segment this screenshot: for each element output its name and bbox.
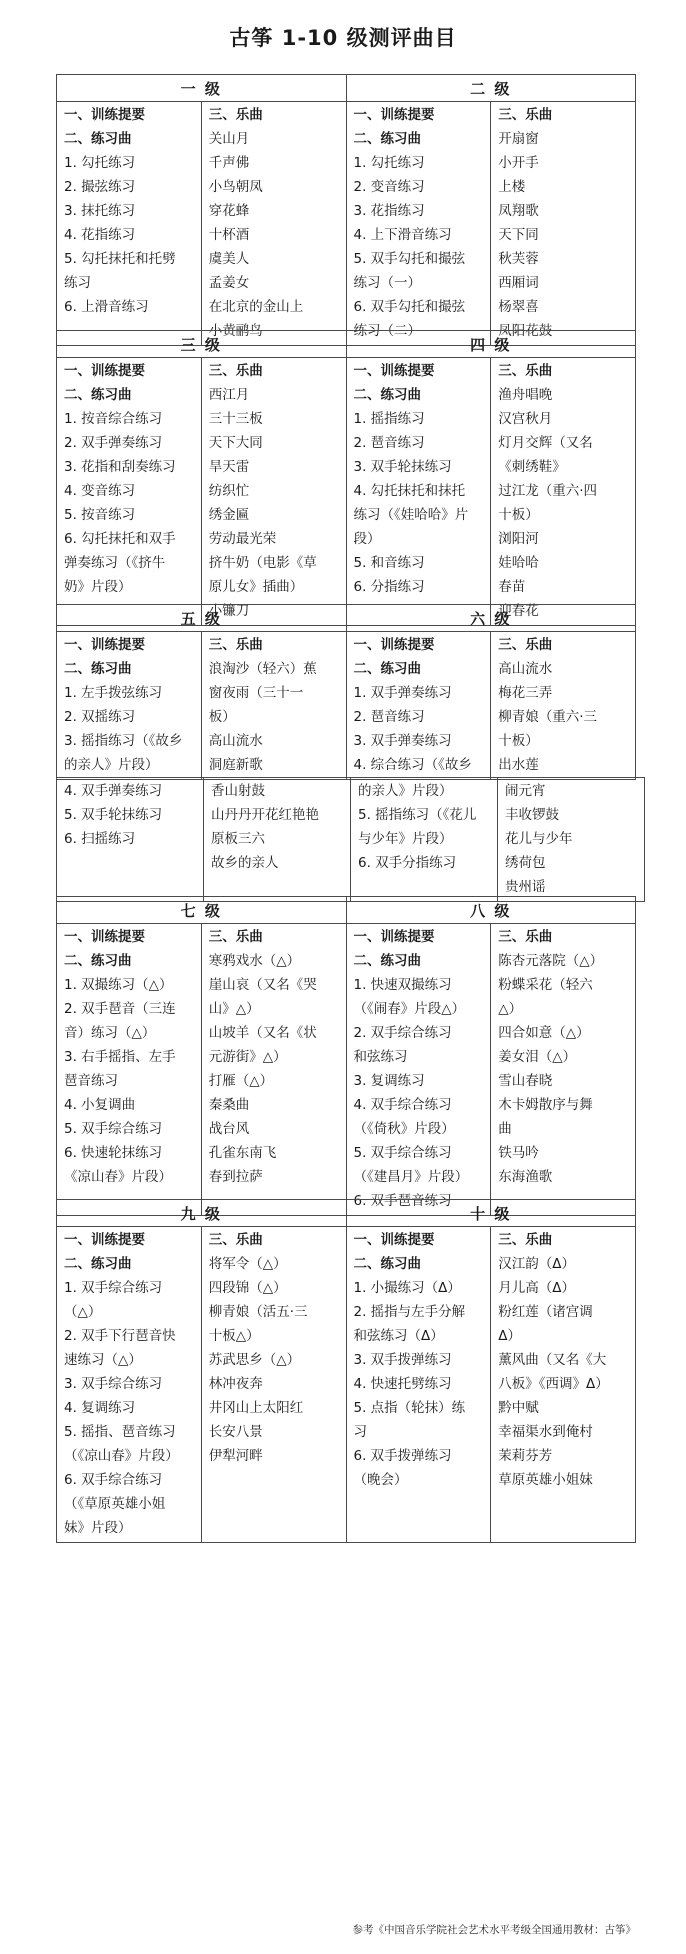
list-item: 4. 快速托劈练习 (353, 1376, 452, 1392)
list-item: 四段锦（△） (208, 1280, 287, 1296)
level-header-row (57, 605, 636, 632)
list-item: 将军令（△） (208, 1256, 287, 1272)
level-header-row (57, 75, 636, 102)
section-heading: 一、训练提要 (64, 1232, 145, 1248)
list-item: 3. 双手弹奏练习 (353, 733, 452, 749)
list-item: 林冲夜奔 (208, 1376, 263, 1392)
list-item: 山丹丹开花红艳艳 (211, 807, 319, 823)
exercise-column (346, 632, 491, 780)
list-item: 十板） (498, 507, 539, 523)
level-heading: 九 级 (57, 1200, 347, 1227)
list-item: 2. 撮弦练习 (64, 179, 136, 195)
list-item: 过江龙（重六·四 (498, 483, 598, 499)
section-heading: 一、训练提要 (353, 637, 435, 653)
list-item: 速练习（△） (64, 1352, 142, 1368)
list-item: 战台风 (208, 1121, 250, 1137)
list-item: 4. 勾托抹托和抹托 (353, 483, 466, 499)
section-heading: 二、练习曲 (353, 661, 421, 677)
list-item: 习 (353, 1424, 367, 1440)
list-item: 井冈山上太阳红 (208, 1400, 304, 1416)
list-item: 小鸟朝凤 (208, 179, 263, 195)
list-item: 练习 (64, 275, 91, 291)
list-item: 小开手 (498, 155, 539, 171)
list-item: 3. 花指练习 (353, 203, 425, 219)
list-item: 2. 摇指与左手分解 (353, 1304, 466, 1320)
list-item: （《闹春》片段△） (353, 1001, 466, 1017)
list-item: 渔舟唱晚 (498, 387, 553, 403)
level-table (56, 777, 645, 902)
section-heading: 三、乐曲 (208, 1232, 263, 1248)
list-item: 4. 复调练习 (64, 1400, 136, 1416)
list-item: 绣荷包 (505, 855, 546, 871)
list-item: 3. 双手综合练习 (64, 1376, 163, 1392)
list-item: 高山流水 (208, 733, 263, 749)
piece-column (201, 1227, 346, 1543)
section-heading: 二、练习曲 (353, 131, 421, 147)
exercise-column (57, 102, 202, 346)
level-header-row (57, 897, 636, 924)
list-item: 柳青娘（重六·三 (498, 709, 598, 725)
list-item: 浪淘沙（轻六）蕉 (208, 661, 317, 677)
section-heading: 三、乐曲 (208, 929, 263, 945)
list-item: 练习（一） (353, 275, 421, 291)
list-item: 和弦练习 (353, 1049, 408, 1065)
section-heading: 三、乐曲 (498, 929, 553, 945)
list-item: 板） (208, 709, 236, 725)
list-item: 三十三板 (208, 411, 263, 427)
section-heading: 一、训练提要 (353, 363, 435, 379)
list-item: 1. 勾托练习 (353, 155, 425, 171)
level-heading: 六 级 (346, 605, 636, 632)
reference-note: 参考《中国音乐学院社会艺术水平考级全国通用教材：古筝》 (352, 1924, 636, 1936)
section-heading: 一、训练提要 (64, 363, 145, 379)
list-item: 十杯酒 (208, 227, 250, 243)
list-item: 黔中赋 (498, 1400, 539, 1416)
list-item: 旱天雷 (208, 459, 250, 475)
list-item: 小黄鹂鸟 (208, 323, 263, 339)
piece-column (201, 632, 346, 780)
list-item: 草原英雄小姐妹 (498, 1472, 593, 1488)
list-item: 秦桑曲 (208, 1097, 250, 1113)
level-heading: 四 级 (346, 331, 636, 358)
list-item: 和弦练习（Δ） (353, 1328, 444, 1344)
section-heading: 一、训练提要 (353, 1232, 435, 1248)
list-item: 孟姜女 (208, 275, 250, 291)
section-heading: 三、乐曲 (498, 107, 553, 123)
section-heading: 一、训练提要 (353, 929, 435, 945)
list-item: 木卡姆散序与舞 (498, 1097, 593, 1113)
list-item: 5. 勾托抹托和托劈 (64, 251, 176, 267)
list-item: 音）练习（△） (64, 1025, 156, 1041)
exercise-column (57, 924, 202, 1216)
list-item: 5. 按音练习 (64, 507, 136, 523)
list-item: 2. 双摇练习 (64, 709, 136, 725)
level-content-row (57, 632, 636, 780)
piece-column (201, 358, 346, 626)
list-item: 1. 按音综合练习 (64, 411, 163, 427)
list-item: （△） (64, 1304, 102, 1320)
list-item: 伊犁河畔 (208, 1448, 263, 1464)
list-item: 1. 小撮练习（Δ） (353, 1280, 461, 1296)
list-item: 劳动最光荣 (208, 531, 277, 547)
list-item: 5. 双手综合练习 (353, 1145, 452, 1161)
list-item: 闹元宵 (505, 783, 546, 799)
list-item: 香山射鼓 (211, 783, 265, 799)
list-item: 打雁（△） (208, 1073, 274, 1089)
list-item: 3. 双手拨弹练习 (353, 1352, 452, 1368)
list-item: 元游街》△） (208, 1049, 287, 1065)
list-item: 2. 琶音练习 (353, 435, 425, 451)
list-item: 4. 上下滑音练习 (353, 227, 452, 243)
list-item: 梅花三弄 (498, 685, 553, 701)
list-item: 4. 变音练习 (64, 483, 136, 499)
list-item: 开扇窗 (498, 131, 539, 147)
list-item: （《凉山春》片段） (64, 1448, 179, 1464)
list-item: 虞美人 (208, 251, 250, 267)
list-item: 浏阳河 (498, 531, 539, 547)
list-item: 5. 双手轮抹练习 (64, 807, 163, 823)
section-heading: 二、练习曲 (353, 387, 421, 403)
list-item: 上楼 (498, 179, 526, 195)
list-item: 西江月 (208, 387, 250, 403)
level-table (56, 74, 636, 346)
list-item: 娃哈哈 (498, 555, 539, 571)
list-item: 苏武思乡（△） (208, 1352, 301, 1368)
list-item: 四合如意（△） (498, 1025, 590, 1041)
list-item: 6. 双手勾托和撮弦 (353, 299, 466, 315)
list-item: 东海渔歌 (498, 1169, 553, 1185)
list-item: 2. 变音练习 (353, 179, 425, 195)
level-heading: 十 级 (346, 1200, 636, 1227)
piece-column (491, 924, 636, 1216)
list-item: 5. 摇指练习（《花儿 (358, 807, 477, 823)
list-item: 原板三六 (211, 831, 265, 847)
list-item: 1. 双撮练习（△） (64, 977, 173, 993)
exercise-column (57, 778, 204, 902)
list-item: 花儿与少年 (505, 831, 573, 847)
list-item: 妹》片段） (64, 1520, 132, 1536)
section-heading: 二、练习曲 (64, 661, 132, 677)
list-item: 6. 双手综合练习 (64, 1472, 163, 1488)
section-heading: 三、乐曲 (208, 107, 263, 123)
section-heading: 二、练习曲 (64, 953, 132, 969)
list-item: 天下同 (498, 227, 539, 243)
list-item: 曲 (498, 1121, 512, 1137)
exercise-column (57, 632, 202, 780)
list-item: 2. 双手下行琶音快 (64, 1328, 176, 1344)
piece-column (491, 632, 636, 780)
list-item: 3. 摇指练习（《故乡 (64, 733, 183, 749)
list-item: 练习（《娃哈哈》片 (353, 507, 469, 523)
list-item: 6. 快速轮抹练习 (64, 1145, 163, 1161)
level-heading: 八 级 (346, 897, 636, 924)
list-item: 1. 双手弹奏练习 (353, 685, 452, 701)
section-heading: 二、练习曲 (64, 387, 132, 403)
list-item: Δ） (498, 1328, 521, 1344)
exercise-column (57, 358, 202, 626)
exercise-column (346, 1227, 491, 1543)
list-item: 在北京的金山上 (208, 299, 304, 315)
list-item: △） (498, 1001, 523, 1017)
list-item: 5. 点指（轮抹）练 (353, 1400, 466, 1416)
list-item: 春苗 (498, 579, 526, 595)
list-item: 5. 和音练习 (353, 555, 425, 571)
list-item: 粉红莲（诸宫调 (498, 1304, 593, 1320)
list-item: 原儿女》插曲） (208, 579, 304, 595)
list-item: 关山月 (208, 131, 250, 147)
section-heading: 一、训练提要 (353, 107, 435, 123)
list-item: 的亲人》片段） (64, 757, 159, 773)
list-item: 天下大同 (208, 435, 263, 451)
list-item: 3. 右手摇指、左手 (64, 1049, 176, 1065)
list-item: 《凉山春》片段） (64, 1169, 172, 1185)
list-item: 小镰刀 (208, 603, 250, 619)
list-item: （《草原英雄小姐 (64, 1496, 166, 1512)
list-item: 6. 双手琶音练习 (353, 1193, 452, 1209)
level-header-row (57, 331, 636, 358)
list-item: 弹奏练习（《挤牛 (64, 555, 166, 571)
list-item: （《建昌月》片段） (353, 1169, 469, 1185)
list-item: 贵州谣 (505, 879, 546, 895)
list-item: 春到拉萨 (208, 1169, 263, 1185)
list-item: 4. 综合练习（《故乡 (353, 757, 472, 773)
section-heading: 三、乐曲 (208, 363, 263, 379)
list-item: 6. 勾托抹托和双手 (64, 531, 176, 547)
list-item: 洞庭新歌 (208, 757, 263, 773)
level-table (56, 330, 636, 626)
list-item: 凤翔歌 (498, 203, 539, 219)
list-item: 绣金匾 (208, 507, 250, 523)
list-item: 1. 勾托练习 (64, 155, 136, 171)
list-item: 6. 双手拨弹练习 (353, 1448, 452, 1464)
section-heading: 一、训练提要 (64, 107, 145, 123)
list-item: 姜女泪（△） (498, 1049, 577, 1065)
list-item: 故乡的亲人 (211, 855, 279, 871)
section-heading: 一、训练提要 (64, 637, 145, 653)
list-item: 6. 上滑音练习 (64, 299, 149, 315)
list-item: 6. 扫摇练习 (64, 831, 136, 847)
list-item: 汉宫秋月 (498, 411, 553, 427)
list-item: 挤牛奶（电影《草 (208, 555, 317, 571)
list-item: 4. 花指练习 (64, 227, 136, 243)
list-item: 5. 双手勾托和撮弦 (353, 251, 466, 267)
list-item: 4. 小复调曲 (64, 1097, 136, 1113)
list-item: 2. 双手弹奏练习 (64, 435, 163, 451)
piece-column (201, 924, 346, 1216)
list-item: 茉莉芬芳 (498, 1448, 553, 1464)
list-item: 2. 双手综合练习 (353, 1025, 452, 1041)
list-item: 丰收锣鼓 (505, 807, 559, 823)
level-heading: 二 级 (346, 75, 636, 102)
list-item: 迎春花 (498, 603, 539, 619)
section-heading: 二、练习曲 (64, 131, 132, 147)
piece-column (491, 358, 636, 626)
exercise-column (346, 102, 491, 346)
list-item: 1. 快速双撮练习 (353, 977, 452, 993)
list-item: 寒鸦戏水（△） (208, 953, 301, 969)
list-item: 雪山春晓 (498, 1073, 553, 1089)
list-item: 山》△） (208, 1001, 260, 1017)
list-item: 柳青娘（活五·三 (208, 1304, 308, 1320)
list-item: 的亲人》片段） (358, 783, 453, 799)
exercise-column (57, 1227, 202, 1543)
list-item: 1. 摇指练习 (353, 411, 425, 427)
section-heading: 二、练习曲 (353, 1256, 421, 1272)
piece-column (491, 102, 636, 346)
level-content-row (57, 102, 636, 346)
exercise-column (346, 358, 491, 626)
list-item: 5. 摇指、琶音练习 (64, 1424, 176, 1440)
list-item: 4. 双手弹奏练习 (64, 783, 163, 799)
list-item: 秋芙蓉 (498, 251, 539, 267)
list-item: 奶》片段） (64, 579, 132, 595)
list-item: 1. 双手综合练习 (64, 1280, 163, 1296)
list-item: 3. 双手轮抹练习 (353, 459, 452, 475)
list-item: （《倚秋》片段） (353, 1121, 455, 1137)
list-item: 八板》《西调》Δ） (498, 1376, 609, 1392)
piece-column (498, 778, 645, 902)
list-item: 汉江韵（Δ） (498, 1256, 575, 1272)
list-item: 长安八景 (208, 1424, 263, 1440)
list-item: 灯月交辉（又名 (498, 435, 593, 451)
level-content-row (57, 924, 636, 1216)
exercise-column (346, 924, 491, 1216)
list-item: 纺织忙 (208, 483, 250, 499)
level-heading: 一 级 (57, 75, 347, 102)
list-item: 4. 双手综合练习 (353, 1097, 452, 1113)
list-item: 6. 双手分指练习 (358, 855, 457, 871)
list-item: 高山流水 (498, 661, 553, 677)
list-item: 薰风曲（又名《大 (498, 1352, 607, 1368)
list-item: 《刺绣鞋》 (498, 459, 566, 475)
exercise-column (351, 778, 498, 902)
level-content-row (57, 1227, 636, 1543)
piece-column (491, 1227, 636, 1543)
section-heading: 二、练习曲 (353, 953, 421, 969)
list-item: 窗夜雨（三十一 (208, 685, 304, 701)
list-item: 西厢词 (498, 275, 539, 291)
list-item: 3. 抹托练习 (64, 203, 136, 219)
list-item: 千声佛 (208, 155, 250, 171)
page-title: 古筝 1-10 级测评曲目 (229, 26, 457, 50)
list-item: 凤阳花鼓 (498, 323, 553, 339)
list-item: 月儿高（Δ） (498, 1280, 575, 1296)
piece-column (204, 778, 351, 902)
list-item: 出水莲 (498, 757, 539, 773)
list-item: 陈杏元落院（△） (498, 953, 604, 969)
section-heading: 三、乐曲 (208, 637, 263, 653)
list-item: 山坡羊（又名《状 (208, 1025, 317, 1041)
list-item: （晚会） (353, 1472, 408, 1488)
section-heading: 一、训练提要 (64, 929, 145, 945)
list-item: 2. 琶音练习 (353, 709, 425, 725)
level-heading: 三 级 (57, 331, 347, 358)
list-item: 幸福渠水到俺村 (498, 1424, 593, 1440)
list-item: 练习（二） (353, 323, 421, 339)
level-heading: 五 级 (57, 605, 347, 632)
list-item: 铁马吟 (498, 1145, 539, 1161)
level-table (56, 604, 636, 780)
list-item: 段） (353, 531, 381, 547)
level-content-row (57, 358, 636, 626)
list-item: 穿花蜂 (208, 203, 250, 219)
list-item: 与少年》片段） (358, 831, 453, 847)
list-item: 琶音练习 (64, 1073, 118, 1089)
list-item: 十板△） (208, 1328, 260, 1344)
section-heading: 二、练习曲 (64, 1256, 132, 1272)
list-item: 3. 花指和刮奏练习 (64, 459, 176, 475)
list-item: 1. 左手拨弦练习 (64, 685, 163, 701)
list-item: 6. 分指练习 (353, 579, 425, 595)
level-heading: 七 级 (57, 897, 347, 924)
section-heading: 三、乐曲 (498, 363, 553, 379)
list-item: 粉蝶采花（轻六 (498, 977, 593, 993)
level-content-row (57, 778, 645, 902)
level-table (56, 1199, 636, 1543)
list-item: 十板） (498, 733, 539, 749)
section-heading: 三、乐曲 (498, 1232, 553, 1248)
list-item: 杨翠喜 (498, 299, 539, 315)
level-header-row (57, 1200, 636, 1227)
piece-column (201, 102, 346, 346)
list-item: 孔雀东南飞 (208, 1145, 277, 1161)
list-item: 2. 双手琶音（三连 (64, 1001, 176, 1017)
list-item: 5. 双手综合练习 (64, 1121, 163, 1137)
level-table (56, 896, 636, 1216)
list-item: 3. 复调练习 (353, 1073, 425, 1089)
list-item: 崖山哀（又名《哭 (208, 977, 317, 993)
section-heading: 三、乐曲 (498, 637, 553, 653)
